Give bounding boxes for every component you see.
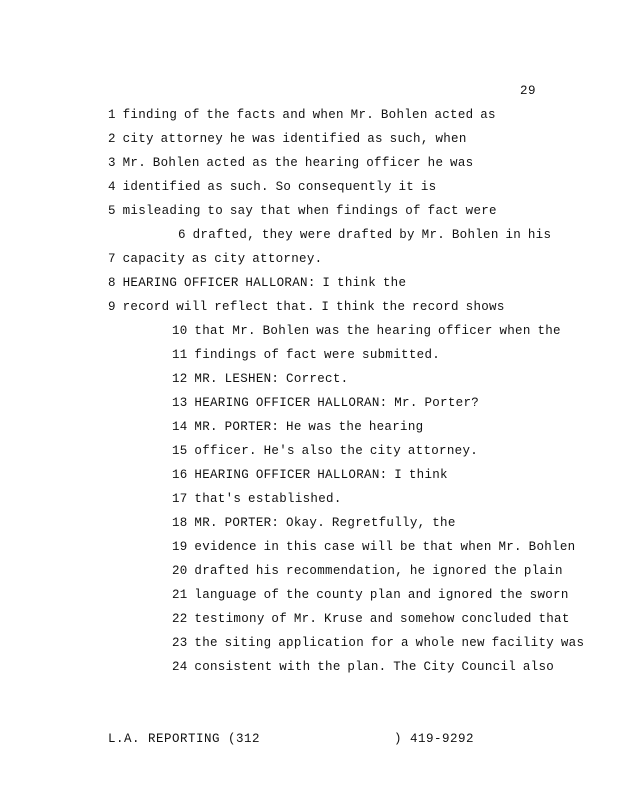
transcript-line-15: 15 officer. He's also the city attorney.: [172, 444, 479, 458]
page-number: 29: [520, 84, 537, 98]
footer-reporter: L.A. REPORTING (312: [108, 732, 261, 746]
transcript-line-1: 1 finding of the facts and when Mr. Bohlen acted as: [108, 108, 496, 122]
transcript-line-17: 17 that's established.: [172, 492, 342, 506]
transcript-line-7: 7 capacity as city attorney.: [108, 252, 323, 266]
transcript-line-22: 22 testimony of Mr. Kruse and somehow concluded that: [172, 612, 570, 626]
transcript-line-3: 3 Mr. Bohlen acted as the hearing officer he was: [108, 156, 474, 170]
transcript-line-19: 19 evidence in this case will be that when Mr. Bohlen: [172, 540, 576, 554]
transcript-line-2: 2 city attorney he was identified as such, when: [108, 132, 467, 146]
transcript-line-20: 20 drafted his recommendation, he ignored the plain: [172, 564, 563, 578]
transcript-line-10: 10 that Mr. Bohlen was the hearing officer when the: [172, 324, 561, 338]
transcript-line-21: 21 language of the county plan and ignored the sworn: [172, 588, 569, 602]
transcript-line-16: 16 HEARING OFFICER HALLORAN: I think: [172, 468, 448, 482]
transcript-line-11: 11 findings of fact were submitted.: [172, 348, 441, 362]
transcript-line-5: 5 misleading to say that when findings of fact were: [108, 204, 497, 218]
transcript-line-12: 12 MR. LESHEN: Correct.: [172, 372, 349, 386]
transcript-line-18: 18 MR. PORTER: Okay. Regretfully, the: [172, 516, 456, 530]
transcript-line-23: 23 the siting application for a whole new facility was: [172, 636, 585, 650]
footer-phone: ) 419-9292: [394, 732, 475, 746]
transcript-line-6: 6 drafted, they were drafted by Mr. Bohlen in his: [178, 228, 552, 242]
transcript-line-13: 13 HEARING OFFICER HALLORAN: Mr. Porter?: [172, 396, 480, 410]
transcript-line-9: 9 record will reflect that. I think the record shows: [108, 300, 505, 314]
transcript-line-4: 4 identified as such. So consequently it is: [108, 180, 437, 194]
transcript-line-24: 24 consistent with the plan. The City Council also: [172, 660, 555, 674]
transcript-line-14: 14 MR. PORTER: He was the hearing: [172, 420, 424, 434]
transcript-line-8: 8 HEARING OFFICER HALLORAN: I think the: [108, 276, 407, 290]
